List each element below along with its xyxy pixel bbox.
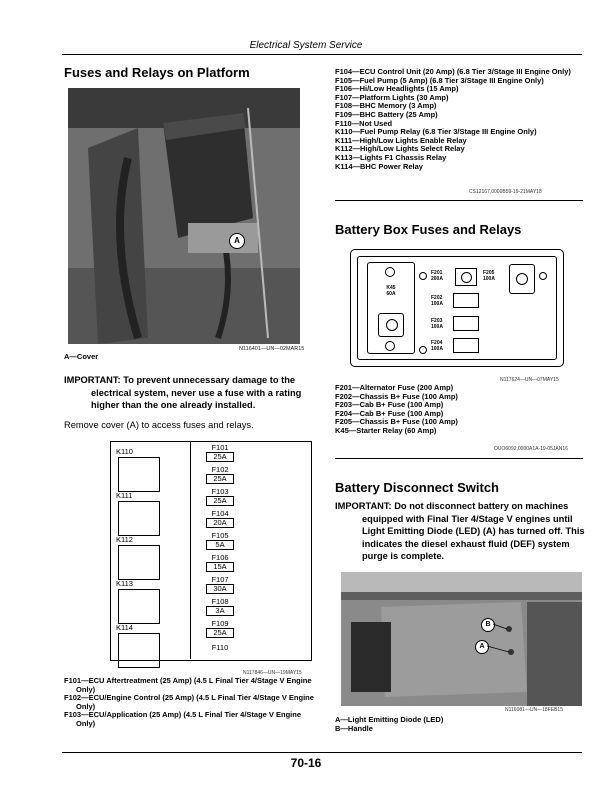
fuse-f204-label: F204 100A xyxy=(431,340,443,352)
mount-hole-icon xyxy=(419,346,427,354)
fuse-f205-block xyxy=(509,264,535,294)
caption-handle: B—Handle xyxy=(335,723,373,733)
important-note-fuse-rating: IMPORTANT: To prevent unnecessary damage to the electrical system, never use a fuse with a rating higher than the one already installed. xyxy=(64,375,302,410)
mount-hole-icon xyxy=(539,272,547,280)
definition-k110: K110—Fuel Pump Relay (6.8 Tier 3/Stage III Engine Only) xyxy=(335,127,537,137)
definition-f103: F103—ECU/Application (25 Amp) (4.5 L Final Tier 4/Stage V Engine Only) xyxy=(64,710,301,728)
relay-box-k111 xyxy=(118,501,160,536)
platform-photo-art xyxy=(68,88,300,344)
fuse-definitions-left xyxy=(64,677,322,729)
fuse-f204-block xyxy=(453,338,479,353)
section-heading-disconnect: Battery Disconnect Switch xyxy=(335,480,499,495)
platform-photo xyxy=(68,88,300,344)
relay-label-k112: K112 xyxy=(116,535,133,544)
definition-f203: F203—Cab B+ Fuse (100 Amp) xyxy=(335,400,444,410)
battery-box-figure-id: N117624—UN—07MAY15 xyxy=(500,377,559,383)
fuse-f110: F110 xyxy=(211,643,229,652)
relay-box-k110 xyxy=(118,457,160,492)
k45-label: K45 60A xyxy=(386,285,396,297)
fuse-f203-label: F203 100A xyxy=(431,318,443,330)
fuse-f202-label: F202 100A xyxy=(431,295,443,307)
definition-k45: K45—Starter Relay (60 Amp) xyxy=(335,425,437,435)
fuse-f108: F108 3A xyxy=(206,597,234,616)
relay-box-k112 xyxy=(118,545,160,580)
section-rule-2 xyxy=(335,458,583,459)
definition-k114: K114—BHC Power Relay xyxy=(335,161,423,171)
relay-label-k114: K114 xyxy=(116,623,133,632)
definition-f108: F108—BHC Memory (3 Amp) xyxy=(335,101,437,111)
fuse-f202-block xyxy=(453,293,479,308)
relay-label-k110: K110 xyxy=(116,447,133,456)
disconnect-photo xyxy=(341,572,582,706)
fuse-relay-diagram xyxy=(0,441,320,669)
section-heading-battery-box: Battery Box Fuses and Relays xyxy=(335,222,522,237)
definition-f204: F204—Cab B+ Fuse (100 Amp) xyxy=(335,408,444,418)
screw-icon xyxy=(385,267,395,277)
reference-code-1: CS12167,0000B59-19-21MAY18 xyxy=(469,189,542,195)
reference-code-2: OUO6092,0000A1A-19-05JAN16 xyxy=(494,446,568,452)
page-number: 70-16 xyxy=(290,756,322,770)
definition-f104: F104—ECU Control Unit (20 Amp) (6.8 Tier 3/Stage III Engine Only) xyxy=(335,67,571,76)
fuse-definitions-right xyxy=(335,68,585,171)
definition-f202: F202—Chassis B+ Fuse (100 Amp) xyxy=(335,391,458,401)
fuse-f101: F101 25A xyxy=(206,443,234,462)
footer-rule xyxy=(62,752,582,753)
battery-box-definitions xyxy=(335,384,585,436)
diagram-figure-id: N117846—UN—19MAY15 xyxy=(243,670,302,676)
definition-f110: F110—Not Used xyxy=(335,118,393,128)
definition-f205: F205—Chassis B+ Fuse (100 Amp) xyxy=(335,417,458,427)
fuse-f106: F106 15A xyxy=(206,553,234,572)
disconnect-captions xyxy=(335,716,443,733)
mount-hole-icon xyxy=(419,272,427,280)
definition-f106: F106—Hi/Low Headlights (15 Amp) xyxy=(335,84,459,94)
fuse-f104: F104 20A xyxy=(206,509,234,528)
callout-leader-lines xyxy=(341,572,582,706)
fuse-f103: F103 25A xyxy=(206,487,234,506)
definition-f102: F102—ECU/Engine Control (25 Amp) (4.5 L Final Tier 4/Stage V Engine Only) xyxy=(64,693,314,711)
fuse-f107: F107 30A xyxy=(206,575,234,594)
definition-f105: F105—Fuel Pump (5 Amp) (6.8 Tier 3/Stage III Engine Only) xyxy=(335,75,544,85)
screw-icon xyxy=(385,341,395,351)
fuse-f203-block xyxy=(453,316,479,331)
disconnect-figure-id: N116081—UN—18FEB15 xyxy=(505,707,563,713)
instruction-text: Remove cover (A) to access fuses and relays. xyxy=(64,420,254,430)
section-heading-platform: Fuses and Relays on Platform xyxy=(64,65,250,80)
header-rule xyxy=(62,54,582,55)
figure-caption: A—Cover xyxy=(64,352,99,361)
battery-box-diagram xyxy=(350,249,564,367)
callout-a-badge: A xyxy=(229,233,245,249)
important-note-disconnect: IMPORTANT: Do not disconnect battery on machines equipped with Final Tier 4/Stage V engines until Light Emitting Diode (LED) (A) has turned off. This indicates the diesel exhaust fluid (DEF) system purge is complete. xyxy=(335,501,585,561)
relay-box-k114 xyxy=(118,633,160,668)
relay-terminal-icon xyxy=(378,313,404,337)
definition-k111: K111—High/Low Lights Enable Relay xyxy=(335,135,467,145)
fuse-f205-label: F205 100A xyxy=(483,270,495,282)
figure-id: N116401—UN—02MAR15 xyxy=(239,346,305,352)
definition-f107: F107—Platform Lights (30 Amp) xyxy=(335,92,449,102)
relay-label-k111: K111 xyxy=(116,491,133,500)
definition-f201: F201—Alternator Fuse (200 Amp) xyxy=(335,383,454,392)
callout-a-badge: A xyxy=(475,640,489,654)
running-header: Electrical System Service xyxy=(249,40,363,51)
fuse-f105: F105 5A xyxy=(206,531,234,550)
diagram-divider xyxy=(190,441,191,659)
relay-box-k113 xyxy=(118,589,160,624)
section-rule-1 xyxy=(335,200,583,201)
relay-label-k113: K113 xyxy=(116,579,133,588)
definition-f109: F109—BHC Battery (25 Amp) xyxy=(335,109,438,119)
fuse-f102: F102 25A xyxy=(206,465,234,484)
k45-relay-block xyxy=(367,262,415,354)
fuse-f201-label: F201 200A xyxy=(431,270,443,282)
fuse-f201-block xyxy=(455,268,477,286)
caption-led: A—Light Emitting Diode (LED) xyxy=(335,715,444,724)
definition-k112: K112—High/Low Lights Select Relay xyxy=(335,144,465,154)
fuse-f109: F109 25A xyxy=(206,619,234,638)
definition-k113: K113—Lights F1 Chassis Relay xyxy=(335,152,447,162)
callout-b-badge: B xyxy=(481,618,495,632)
definition-f101: F101—ECU Aftertreatment (25 Amp) (4.5 L Final Tier 4/Stage V Engine Only) xyxy=(64,676,312,694)
